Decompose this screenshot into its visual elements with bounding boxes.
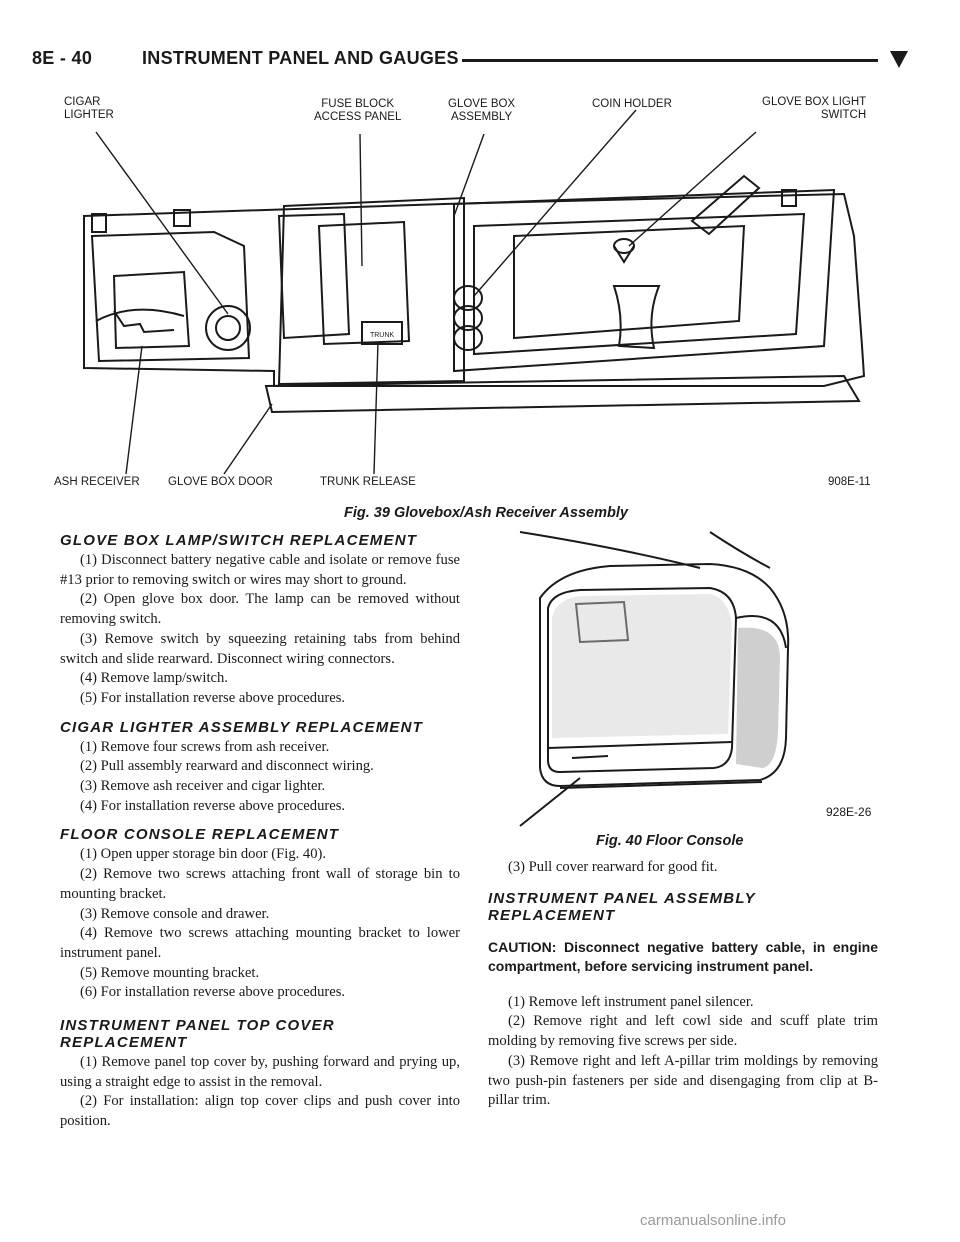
right-column	[488, 858, 878, 1111]
top-cover-step-1: (1) Remove panel top cover by, pushing forward and prying up, using a straight edge to assist in the removal.	[60, 1054, 460, 1090]
heading-ip-assembly: INSTRUMENT PANEL ASSEMBLY REPLACEMENT	[488, 889, 756, 924]
label-glove-box-door: GLOVE BOX DOOR	[168, 476, 273, 488]
cigar-step-1: (1) Remove four screws from ash receiver.	[80, 738, 330, 755]
console-step-6: (6) For installation reverse above procedures.	[80, 984, 346, 1001]
trunk-tag: TRUNK	[369, 332, 395, 339]
ip-step-3: (3) Remove right and left A-pillar trim moldings by removing two push-pin fasteners per side and disengaging from clip at B-pillar trim.	[488, 1052, 878, 1109]
section-title: INSTRUMENT PANEL AND GAUGES	[142, 48, 459, 68]
label-glove-box-light-switch: GLOVE BOX LIGHT SWITCH	[762, 96, 867, 121]
floor-console-illustration	[500, 528, 900, 828]
cigar-step-2: (2) Pull assembly rearward and disconnect wiring.	[80, 758, 374, 775]
label-coin-holder: COIN HOLDER	[592, 98, 672, 110]
page-number: 8E - 40	[32, 48, 93, 68]
ip-step-1: (1) Remove left instrument panel silencer.	[508, 993, 754, 1010]
figure-40-caption: Fig. 40 Floor Console	[596, 833, 744, 849]
figure-39	[44, 86, 916, 496]
figure-39-caption: Fig. 39 Glovebox/Ash Receiver Assembly	[344, 505, 628, 521]
figure-39-ref: 908E-11	[828, 476, 871, 488]
label-fuse-block: FUSE BLOCK ACCESS PANEL	[314, 98, 402, 123]
heading-cigar-lighter: CIGAR LIGHTER ASSEMBLY REPLACEMENT	[60, 718, 424, 736]
glove-lamp-step-2: (2) Open glove box door. The lamp can be removed without removing switch.	[60, 591, 460, 628]
ip-step-2: (2) Remove right and left cowl side and scuff plate trim molding by removing five screws per side.	[488, 1013, 878, 1050]
console-step-2: (2) Remove two screws attaching front wall of storage bin to mounting bracket.	[60, 866, 460, 902]
glove-lamp-step-3: (3) Remove switch by squeezing retaining tabs from behind switch and slide rearward. Disconnect wiring connectors.	[60, 630, 460, 667]
heading-glove-box-lamp: GLOVE BOX LAMP/SWITCH REPLACEMENT	[60, 532, 418, 549]
figure-40	[500, 528, 900, 828]
caution-note: CAUTION: Disconnect negative battery cable, in engine compartment, before servicing instrument panel.	[488, 938, 878, 975]
console-step-1: (1) Open upper storage bin door (Fig. 40).	[80, 846, 327, 863]
page-header	[32, 46, 936, 72]
console-step-3: (3) Remove console and drawer.	[80, 905, 270, 922]
label-ash-receiver: ASH RECEIVER	[54, 476, 140, 488]
down-triangle-icon	[890, 51, 908, 68]
console-step-5: (5) Remove mounting bracket.	[80, 964, 260, 981]
watermark-link[interactable]: carmanualsonline.info	[640, 1212, 786, 1229]
top-cover-step-2: (2) For installation: align top cover clips and push cover into position.	[60, 1093, 460, 1130]
label-cigar-lighter: CIGAR LIGHTER	[64, 96, 114, 121]
glove-lamp-step-5: (5) For installation reverse above procedures.	[80, 689, 346, 706]
header-rule	[462, 59, 878, 62]
heading-top-cover: INSTRUMENT PANEL TOP COVER REPLACEMENT	[60, 1017, 335, 1052]
label-trunk-release: TRUNK RELEASE	[320, 476, 416, 488]
glovebox-ash-receiver-illustration	[44, 86, 916, 496]
glove-lamp-step-1: (1) Disconnect battery negative cable and isolate or remove fuse #13 prior to removing switch or wires may short to ground.	[60, 552, 460, 588]
heading-floor-console: FLOOR CONSOLE REPLACEMENT	[60, 826, 340, 844]
cigar-step-4: (4) For installation reverse above procedures.	[80, 797, 346, 814]
console-step-4: (4) Remove two screws attaching mounting bracket to lower instrument panel.	[60, 925, 460, 961]
glove-lamp-step-4: (4) Remove lamp/switch.	[80, 670, 228, 687]
cigar-step-3: (3) Remove ash receiver and cigar lighter.	[80, 778, 326, 795]
top-cover-step-3: (3) Pull cover rearward for good fit.	[508, 859, 718, 875]
figure-40-ref: 928E-26	[826, 805, 872, 819]
left-column	[60, 532, 460, 1132]
label-glove-box-assembly: GLOVE BOX ASSEMBLY	[448, 98, 516, 123]
